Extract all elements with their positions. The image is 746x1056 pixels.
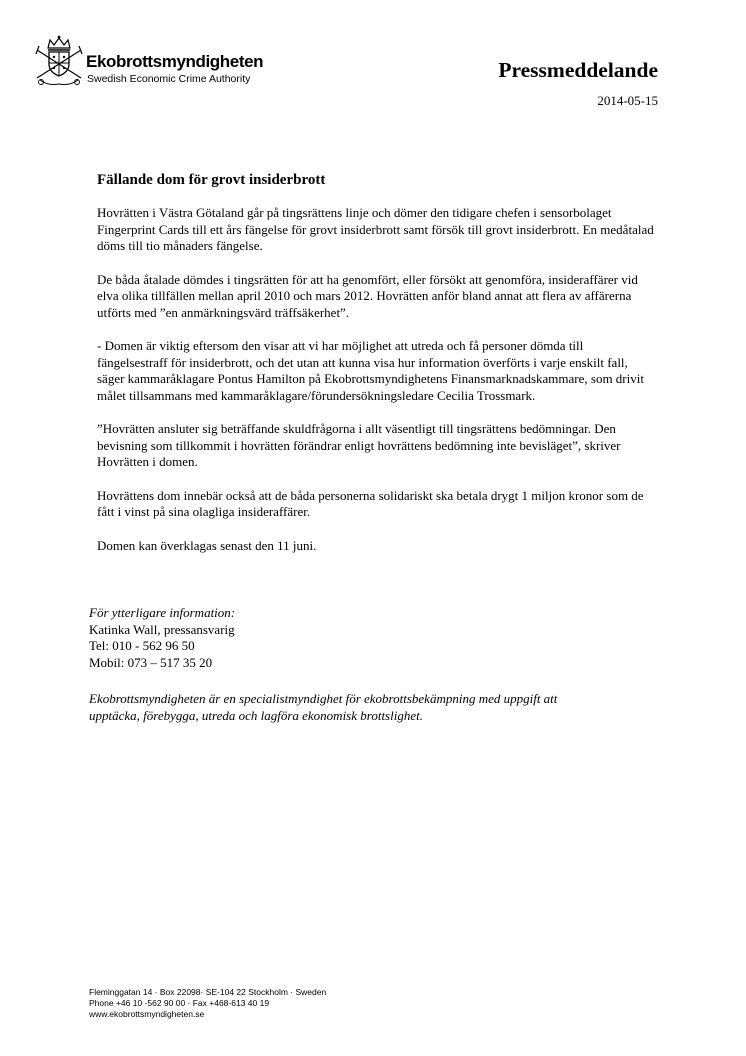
paragraph: Hovrätten i Västra Götaland går på tingsrättens linje och dömer den tidigare chefen i sensorbolaget Fingerprint Cards till ett års fängelse för grovt insiderbrott samt försök till grovt insiderbrott. En medåtalad döms till tio månaders fängelse. — [97, 205, 654, 253]
article-body — [97, 205, 657, 571]
paragraph: ”Hovrätten ansluter sig beträffande skuldfrågorna i allt väsentligt till tingsrättens bedömningar. Den bevisning som tillkommit i hovrätten förändrar enligt hovrättens bedömning inte bevisläget”, skriver Hovrätten i domen. — [97, 421, 621, 469]
paragraph: Hovrättens dom innebär också att de båda personerna solidariskt ska betala drygt 1 miljon kronor som de fått i vinst på sina olagliga insideraffärer. — [97, 487, 644, 519]
contact-mobile: Mobil: 073 – 517 35 20 — [89, 654, 213, 670]
footer-address: Fleminggatan 14 · Box 22098· SE-104 22 Stockholm · Sweden — [89, 987, 327, 997]
article-headline: Fällande dom för grovt insiderbrott — [97, 172, 326, 188]
coat-of-arms-icon — [34, 34, 84, 90]
paragraph: - Domen är viktig eftersom den visar att vi har möjlighet att utreda och få personer dömda till fängelsestraff för insiderbrott, och det utan att kunna visa hur information överförts i varje enskilt fall, säger kammaråklagare Pontus Hamilton på Ekobrottsmyndighetens Finansmarknadskammare, som drivit målet tillsammans med kammaråklagare/förundersökningsledare Cecilia Trossmark. — [97, 338, 644, 403]
about-statement: Ekobrottsmyndigheten är en specialistmyndighet för ekobrottsbekämpning med uppgift att upptäcka, förebygga, utreda och lagföra ekonomisk brottslighet. — [89, 691, 558, 723]
contact-block — [89, 605, 235, 671]
contact-name: Katinka Wall, pressansvarig — [89, 621, 235, 637]
paragraph: De båda åtalade dömdes i tingsrätten för att ha genomfört, eller försökt att genomföra, insideraffärer vid elva olika tillfällen mellan april 2010 och mars 2012. Hovrätten anför bland annat att flera av affärerna utförts med ”en anmärkningsvärd träffsäkerhet”. — [97, 271, 638, 320]
document-date: 2014-05-15 — [597, 93, 658, 108]
footer-phone-fax: Phone +46 10 -562 90 00 · Fax +468-613 40 19 — [89, 998, 270, 1008]
org-name: Ekobrottsmyndigheten — [86, 52, 264, 71]
paragraph: Domen kan överklagas senast den 11 juni. — [97, 537, 317, 553]
logo — [34, 34, 274, 90]
footer — [89, 987, 326, 1020]
org-subtitle: Swedish Economic Crime Authority — [87, 73, 251, 85]
contact-phone: Tel: 010 - 562 96 50 — [89, 638, 195, 653]
contact-label: För ytterligare information: — [89, 605, 236, 620]
document-type-title: Pressmeddelande — [498, 58, 658, 82]
footer-website-link[interactable]: www.ekobrottsmyndigheten.se — [89, 1009, 205, 1019]
